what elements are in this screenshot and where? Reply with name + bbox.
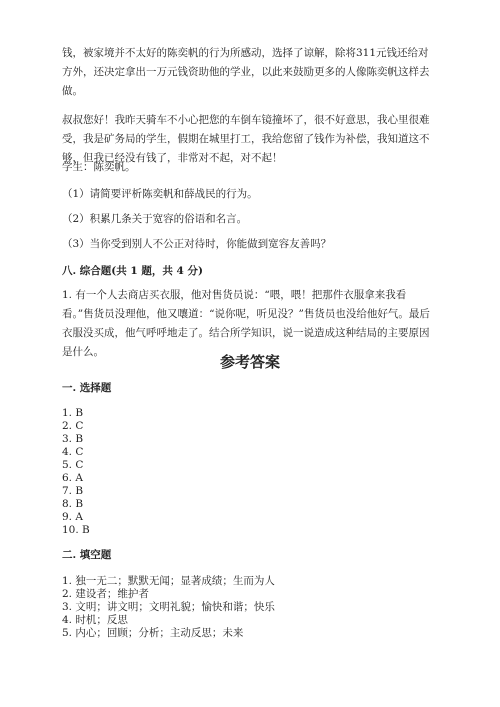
- answer-item: 6. A: [62, 472, 83, 484]
- section-8-question: 1. 有一个人去商店买衣服，他对售货员说：“喂，喂！把那件衣服拿来我看看。”售货员没理他，他又嚷道：“说你呢，听见没？”售货员也没给他好气。最后衣服没买成，他气呼呼地走了。结合所学知识，说一说造成这种结局的主要原因是什么。: [62, 289, 430, 358]
- passage-paragraph-2: 叔叔您好！我昨天骑车不小心把您的车倒车镜撞坏了，很不好意思，我心里很难受，我是矿务局的学生，假期在城里打工，我给您留了钱作为补偿，我知道这不够，但我已经没有钱了，非常对不起，对不起！: [62, 114, 430, 164]
- passage-signature: 学生：陈奕帆。: [62, 161, 136, 173]
- answer-item: 3. B: [62, 433, 84, 445]
- passage-paragraph-1: 钱，被家境并不太好的陈奕帆的行为所感动，选择了谅解，除将311元钱还给对方外，还决定拿出一万元钱资助他的学业，以此来鼓励更多的人像陈奕帆这样去做。: [62, 47, 430, 97]
- answer-item: 1. B: [62, 407, 84, 419]
- answers-section-1-heading: 一. 选择题: [62, 382, 112, 394]
- answer-item: 4. C: [62, 446, 84, 458]
- answer-item: 7. B: [62, 485, 84, 497]
- answer-key-title: 参考答案: [219, 353, 280, 371]
- answer-item: 4. 时机；反思: [62, 614, 128, 626]
- answer-item: 5. 内心；回顾；分析；主动反思；未来: [62, 627, 244, 639]
- answers-section-2-heading: 二. 填空题: [62, 549, 112, 561]
- answer-item: 2. 建设者；维护者: [62, 588, 149, 600]
- answer-item: 1. 独一无二；默默无闻；显著成绩；生而为人: [62, 575, 275, 587]
- question-2: （2）积累几条关于宽容的俗语和名言。: [62, 213, 248, 225]
- answers-section-1-list: [62, 407, 90, 537]
- answer-item: 5. C: [62, 459, 84, 471]
- answer-item: 10. B: [62, 524, 90, 536]
- section-8-heading: 八. 综合题(共 1 题，共 4 分): [62, 265, 203, 277]
- question-3: （3）当你受到别人不公正对待时，你能做到宽容友善吗？: [62, 238, 332, 250]
- question-1: （1）请简要评析陈奕帆和薛战民的行为。: [62, 188, 258, 200]
- answer-item: 9. A: [62, 511, 83, 523]
- answer-item: 2. C: [62, 420, 84, 432]
- answer-item: 8. B: [62, 498, 84, 510]
- answer-item: 3. 文明；讲文明；文明礼貌；愉快和谐；快乐: [62, 601, 275, 613]
- answers-section-2-list: [62, 575, 275, 640]
